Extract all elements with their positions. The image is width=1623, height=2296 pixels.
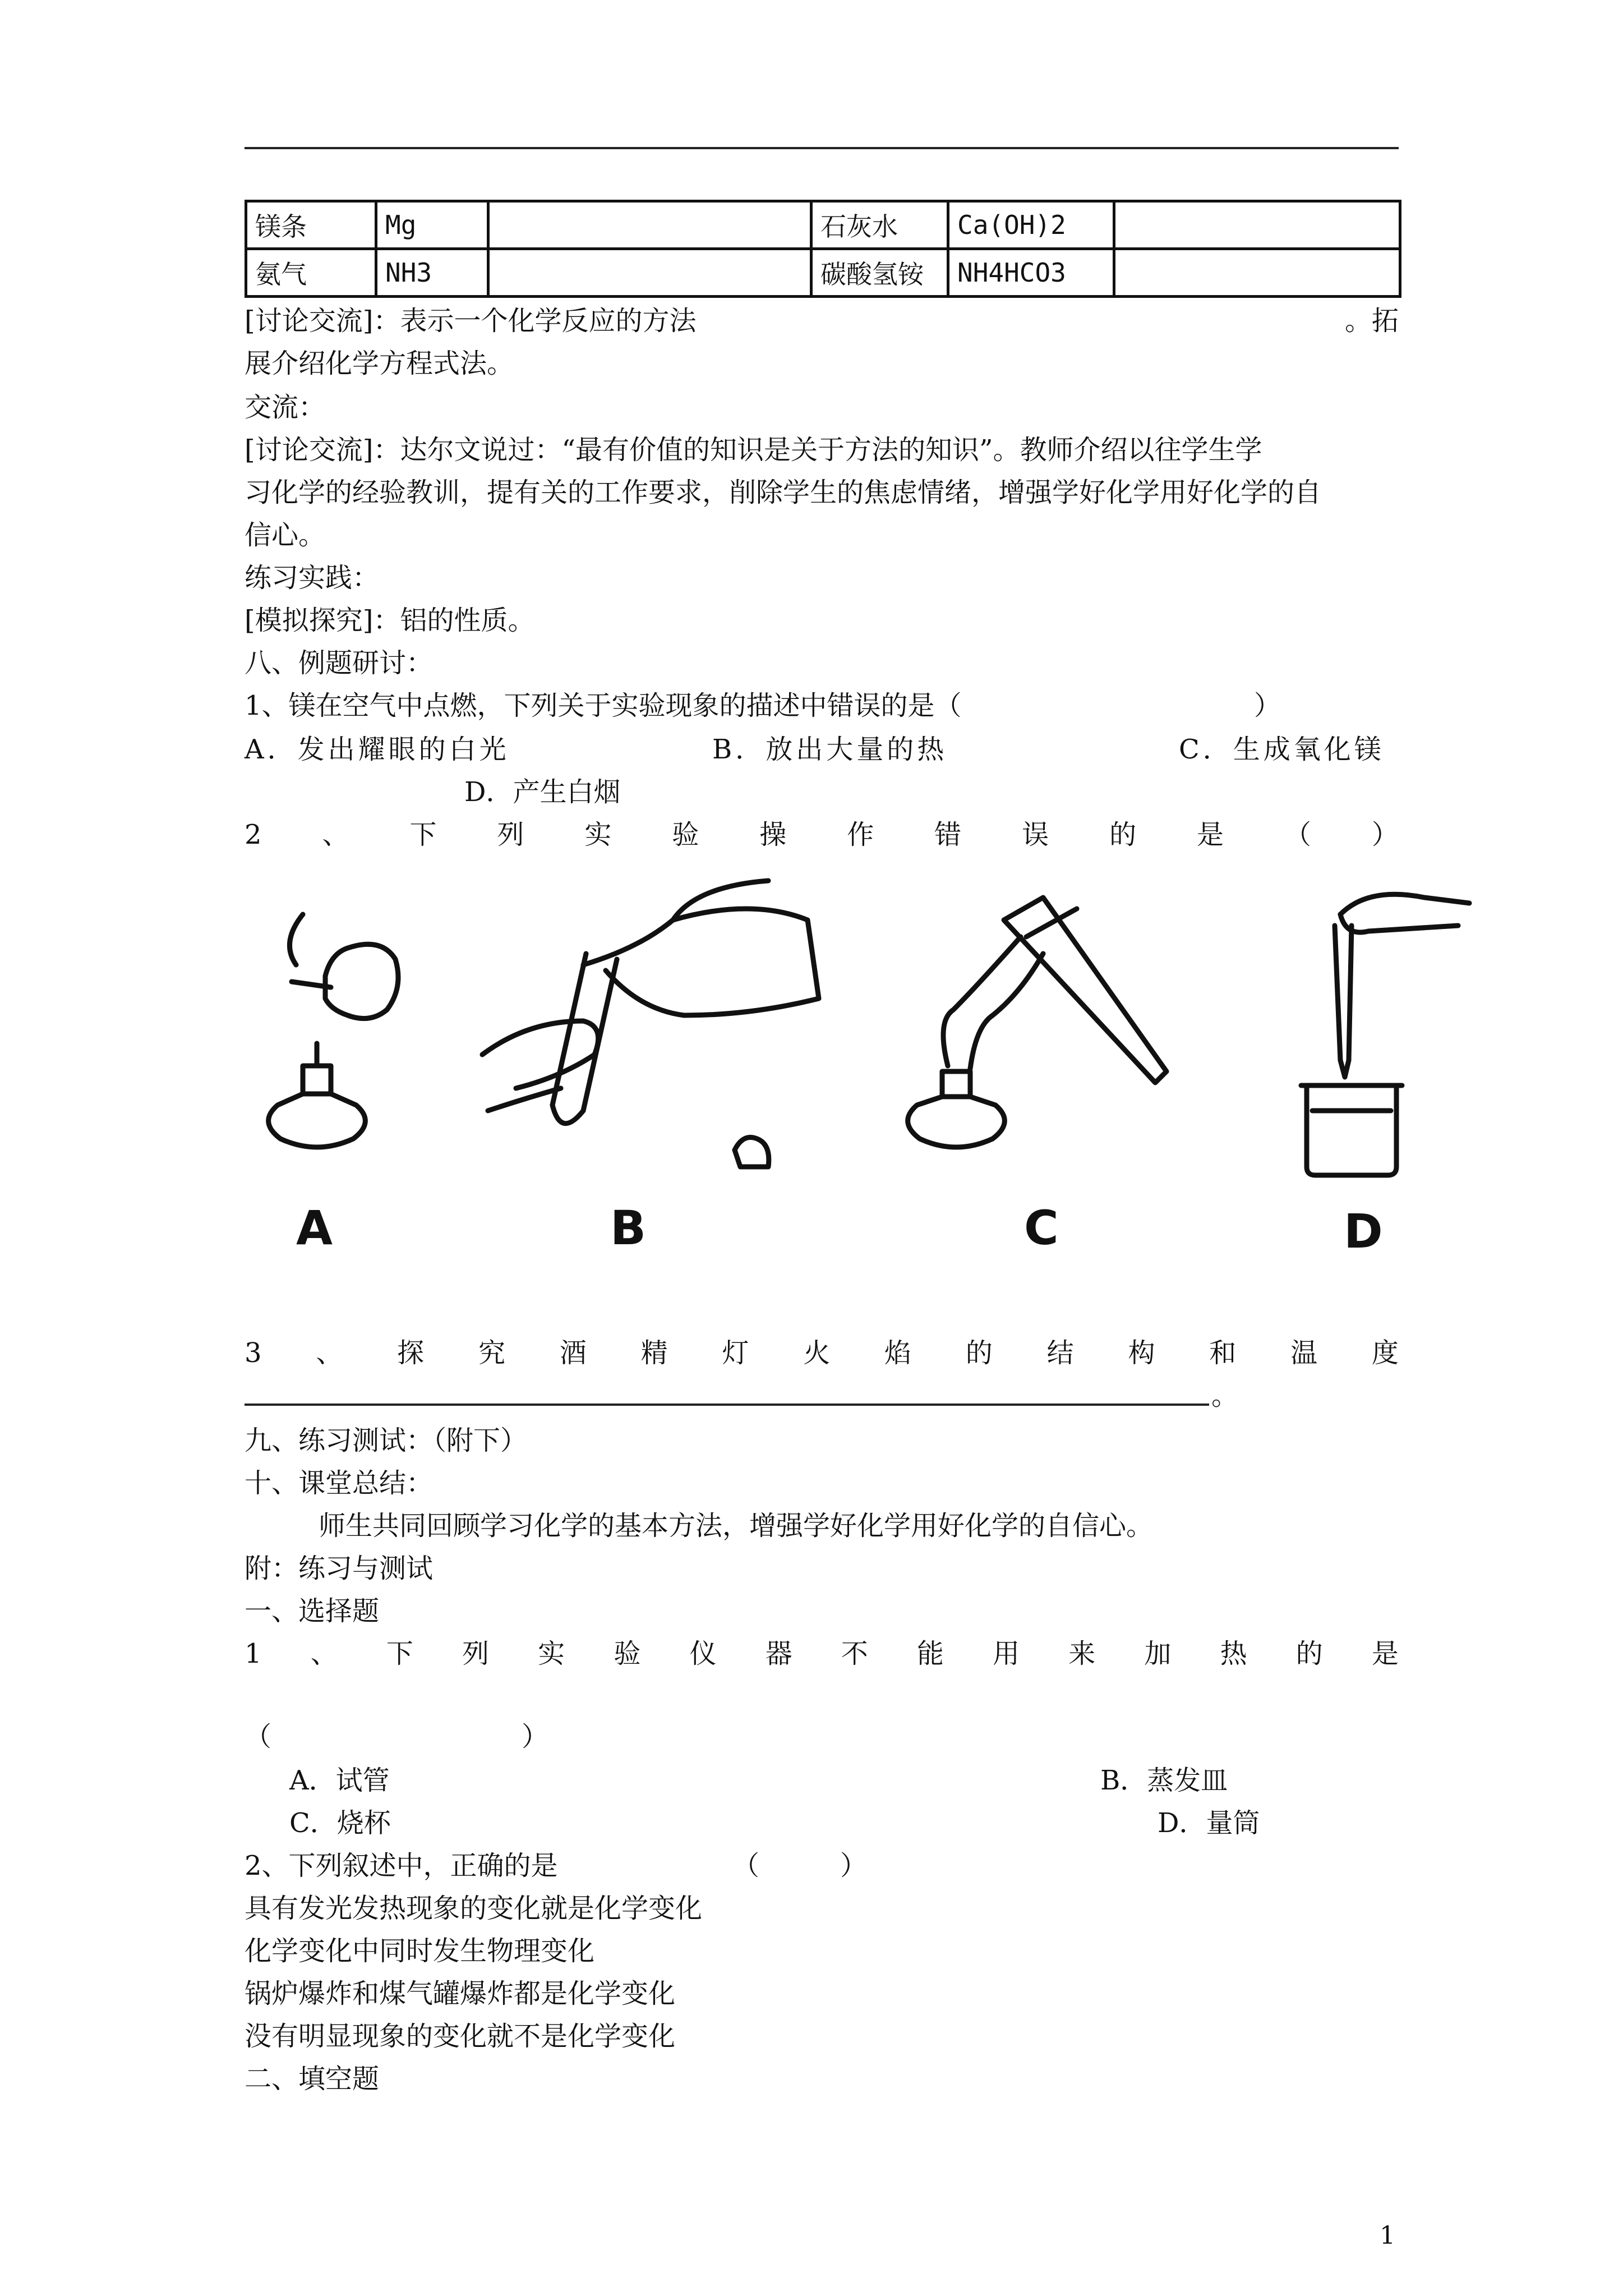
q3-char: 探 bbox=[397, 1337, 425, 1369]
dropper-beaker-d-icon bbox=[1301, 894, 1469, 1175]
table-cell: 石灰水 bbox=[811, 201, 948, 249]
test-question-1-stem bbox=[245, 1634, 1399, 1674]
q3-char: 的 bbox=[965, 1337, 993, 1369]
q2-char: 、 bbox=[322, 819, 349, 850]
discussion-end: 。拓 bbox=[1344, 305, 1399, 337]
table-cell bbox=[488, 201, 811, 249]
t1-char: 不 bbox=[841, 1638, 868, 1669]
q2-char: 的 bbox=[1109, 819, 1137, 850]
q1-option-b: B．放出大量的热 bbox=[712, 734, 948, 765]
q3-char: 结 bbox=[1046, 1337, 1074, 1369]
table-row bbox=[246, 201, 1400, 249]
t1-option-a: A．试管 bbox=[289, 1765, 390, 1796]
simulate-label: [模拟探究]：铝的性质。 bbox=[245, 605, 535, 636]
t1-char: 加 bbox=[1144, 1638, 1172, 1669]
answer-blank-line bbox=[245, 1404, 1209, 1406]
t1-paren-close: ） bbox=[522, 1721, 549, 1752]
q3-char: 灯 bbox=[722, 1337, 749, 1369]
figure-label-b: B bbox=[610, 1200, 647, 1255]
discussion-line-1 bbox=[245, 301, 1399, 341]
table-cell: 碳酸氢铵 bbox=[811, 249, 948, 297]
appendix-heading: 附：练习与测试 bbox=[245, 1553, 434, 1584]
table-cell: 氨气 bbox=[246, 249, 376, 297]
table-cell: NH4HCO3 bbox=[948, 249, 1114, 297]
table-cell bbox=[1114, 201, 1400, 249]
question-1-stem bbox=[245, 685, 1399, 726]
t1-char: 、 bbox=[310, 1638, 338, 1669]
t1-option-d: D．量筒 bbox=[1158, 1807, 1260, 1839]
table-row bbox=[246, 249, 1400, 297]
question-1-close: ） bbox=[1254, 690, 1281, 721]
q3-char: 酒 bbox=[559, 1337, 587, 1369]
t1-char: 实 bbox=[538, 1638, 565, 1669]
q2-char: 2 bbox=[245, 819, 262, 850]
q2-char: 验 bbox=[672, 819, 699, 850]
t2-paren: （ ） bbox=[732, 1850, 868, 1881]
table-cell bbox=[1114, 249, 1400, 297]
q3-char: 究 bbox=[478, 1337, 505, 1369]
q3-char: 、 bbox=[316, 1337, 343, 1369]
q3-char: 精 bbox=[640, 1337, 668, 1369]
t1-char: 的 bbox=[1295, 1638, 1323, 1669]
q3-char: 3 bbox=[245, 1337, 262, 1369]
t1-char: 器 bbox=[765, 1638, 792, 1669]
q2-char: （ bbox=[1284, 819, 1311, 850]
test-question-2-stem bbox=[245, 1846, 1399, 1886]
q2-char: 错 bbox=[934, 819, 962, 850]
t1-char: 验 bbox=[614, 1638, 641, 1669]
q3-char: 焰 bbox=[884, 1337, 912, 1369]
table-cell bbox=[488, 249, 811, 297]
t1-char: 用 bbox=[993, 1638, 1020, 1669]
section-10-heading: 十、课堂总结： bbox=[245, 1467, 434, 1499]
q2-char: 实 bbox=[584, 819, 612, 850]
q2-char: ） bbox=[1371, 819, 1399, 850]
q3-char: 火 bbox=[803, 1337, 831, 1369]
q1-option-c: C．生成氧化镁 bbox=[1179, 734, 1385, 765]
discussion-text: [讨论交流]：表示一个化学反应的方法 bbox=[245, 305, 697, 337]
t2-option-1: 具有发光发热现象的变化就是化学变化 bbox=[245, 1893, 703, 1924]
section-9-heading: 九、练习测试：（附下） bbox=[245, 1425, 528, 1456]
section-8-heading: 八、例题研讨： bbox=[245, 647, 434, 679]
page-number: 1 bbox=[1380, 2221, 1395, 2250]
t1-option-c: C．烧杯 bbox=[289, 1807, 391, 1839]
t2-stem: 2、下列叙述中，正确的是 bbox=[245, 1850, 558, 1881]
figure-label-a: A bbox=[296, 1200, 333, 1255]
q2-char: 列 bbox=[497, 819, 524, 850]
figure-label-c: C bbox=[1024, 1200, 1059, 1255]
substance-table bbox=[245, 200, 1401, 298]
q2-char: 下 bbox=[409, 819, 437, 850]
part-2-heading: 二、填空题 bbox=[245, 2063, 380, 2095]
t1-option-b: B．蒸发皿 bbox=[1100, 1765, 1228, 1796]
q3-char: 温 bbox=[1290, 1337, 1318, 1369]
t1-char: 热 bbox=[1220, 1638, 1247, 1669]
q3-char: 和 bbox=[1209, 1337, 1237, 1369]
t1-char: 列 bbox=[462, 1638, 490, 1669]
t2-option-3: 锅炉爆炸和煤气罐爆炸都是化学变化 bbox=[245, 1978, 676, 2009]
question-3-end: 。 bbox=[1211, 1380, 1239, 1411]
q2-char: 误 bbox=[1022, 819, 1049, 850]
discussion-continuation: 展介绍化学方程式法。 bbox=[245, 348, 514, 379]
t1-char: 是 bbox=[1371, 1638, 1399, 1669]
table-cell: 镁条 bbox=[246, 201, 376, 249]
table-cell: NH3 bbox=[376, 249, 488, 297]
q2-char: 操 bbox=[759, 819, 787, 850]
q1-option-d: D．产生白烟 bbox=[464, 776, 621, 808]
question-3-stem bbox=[245, 1333, 1399, 1373]
t1-char: 1 bbox=[245, 1638, 262, 1669]
exchange-label: 交流： bbox=[245, 392, 326, 423]
q3-char: 构 bbox=[1128, 1337, 1155, 1369]
t2-option-4: 没有明显现象的变化就不是化学变化 bbox=[245, 2021, 676, 2052]
q1-option-a: A．发出耀眼的白光 bbox=[245, 734, 510, 765]
heating-tube-c-icon bbox=[908, 898, 1166, 1147]
t1-char: 来 bbox=[1068, 1638, 1096, 1669]
part-1-heading: 一、选择题 bbox=[245, 1595, 380, 1627]
t2-option-2: 化学变化中同时发生物理变化 bbox=[245, 1935, 595, 1967]
alcohol-lamp-a-icon bbox=[269, 914, 398, 1147]
discussion2-line-3: 信心。 bbox=[245, 519, 326, 551]
discussion2-line-2: 习化学的经验教训，提有关的工作要求，削除学生的焦虑情绪，增强学好化学用好化学的自 bbox=[245, 477, 1322, 508]
lab-operations-figure bbox=[247, 875, 1481, 1268]
summary-text: 师生共同回顾学习化学的基本方法，增强学好化学用好化学的自信心。 bbox=[319, 1510, 1154, 1542]
q2-char: 是 bbox=[1197, 819, 1224, 850]
t1-paren-open: （ bbox=[245, 1721, 272, 1752]
table-cell: Mg bbox=[376, 201, 488, 249]
header-rule bbox=[245, 147, 1399, 149]
figure-label-d: D bbox=[1344, 1204, 1383, 1259]
discussion2-line-1: [讨论交流]：达尔文说过：“最有价值的知识是关于方法的知识”。教师介绍以往学生学 bbox=[245, 434, 1262, 466]
question-2-stem bbox=[245, 815, 1399, 855]
t1-char: 下 bbox=[386, 1638, 413, 1669]
t1-char: 仪 bbox=[689, 1638, 717, 1669]
practice-label: 练习实践： bbox=[245, 562, 380, 593]
question-1-text: 1、镁在空气中点燃，下列关于实验现象的描述中错误的是（ bbox=[245, 690, 962, 721]
q2-char: 作 bbox=[847, 819, 874, 850]
t1-char: 能 bbox=[916, 1638, 944, 1669]
table-cell: Ca(OH)2 bbox=[948, 201, 1114, 249]
pouring-liquid-b-icon bbox=[482, 881, 819, 1167]
q3-char: 度 bbox=[1371, 1337, 1399, 1369]
